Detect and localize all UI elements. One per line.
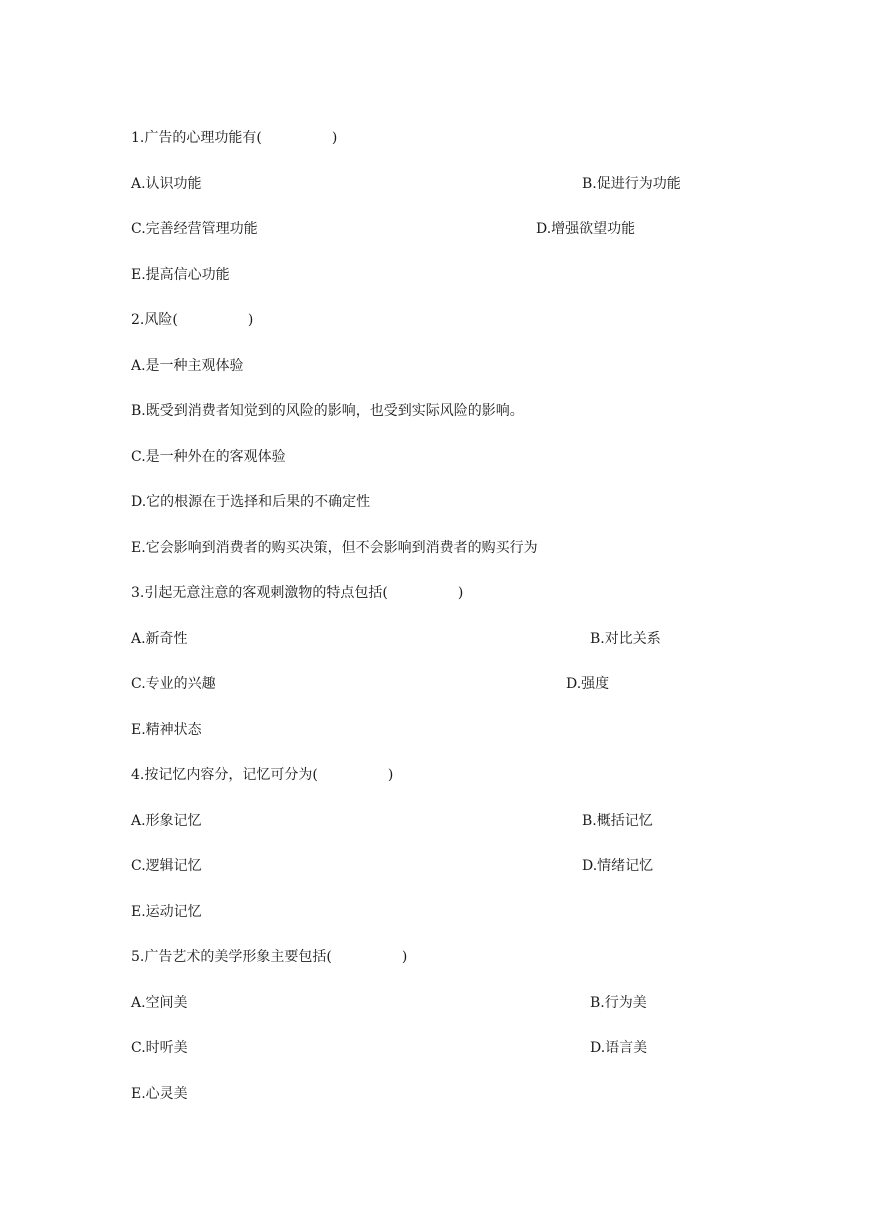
question-3-option-b: B.对比关系 xyxy=(590,631,661,647)
question-5-option-b: B.行为美 xyxy=(590,995,647,1011)
question-4-option-c: C.逻辑记忆 xyxy=(131,858,202,874)
question-2-option-c: C.是一种外在的客观体验 xyxy=(131,449,286,465)
question-1-option-e: E.提高信心功能 xyxy=(131,267,230,283)
question-5-option-c: C.时听美 xyxy=(131,1040,188,1056)
question-4-option-a: A.形象记忆 xyxy=(131,813,202,829)
question-5-option-e: E.心灵美 xyxy=(131,1086,188,1102)
question-1-option-a: A.认识功能 xyxy=(131,176,202,192)
question-1-option-b: B.促进行为功能 xyxy=(582,176,681,192)
question-5-option-d: D.语言美 xyxy=(590,1040,648,1056)
question-1-option-c: C.完善经营管理功能 xyxy=(131,221,258,237)
question-3-option-d: D.强度 xyxy=(566,676,610,692)
question-4-option-b: B.概括记忆 xyxy=(582,813,653,829)
question-5-option-a: A.空间美 xyxy=(131,995,188,1011)
question-2-stem: 2.风险( ) xyxy=(131,312,254,328)
question-3-option-c: C.专业的兴趣 xyxy=(131,676,216,692)
question-1-option-d: D.增强欲望功能 xyxy=(536,221,636,237)
question-3-option-e: E.精神状态 xyxy=(131,722,202,738)
question-4-stem: 4.按记忆内容分，记忆可分为( ) xyxy=(131,767,394,783)
question-3-option-a: A.新奇性 xyxy=(131,631,188,647)
question-2-option-b: B.既受到消费者知觉到的风险的影响，也受到实际风险的影响。 xyxy=(131,403,524,419)
question-2-option-a: A.是一种主观体验 xyxy=(131,358,244,374)
question-1-stem: 1.广告的心理功能有( ) xyxy=(131,130,338,146)
question-2-option-d: D.它的根源在于选择和后果的不确定性 xyxy=(131,494,371,510)
question-4-option-e: E.运动记忆 xyxy=(131,904,202,920)
question-5-stem: 5.广告艺术的美学形象主要包括( ) xyxy=(131,949,408,965)
question-3-stem: 3.引起无意注意的客观刺激物的特点包括( ) xyxy=(131,585,464,601)
question-2-option-e: E.它会影响到消费者的购买决策，但不会影响到消费者的购买行为 xyxy=(131,540,538,556)
question-4-option-d: D.情绪记忆 xyxy=(582,858,654,874)
